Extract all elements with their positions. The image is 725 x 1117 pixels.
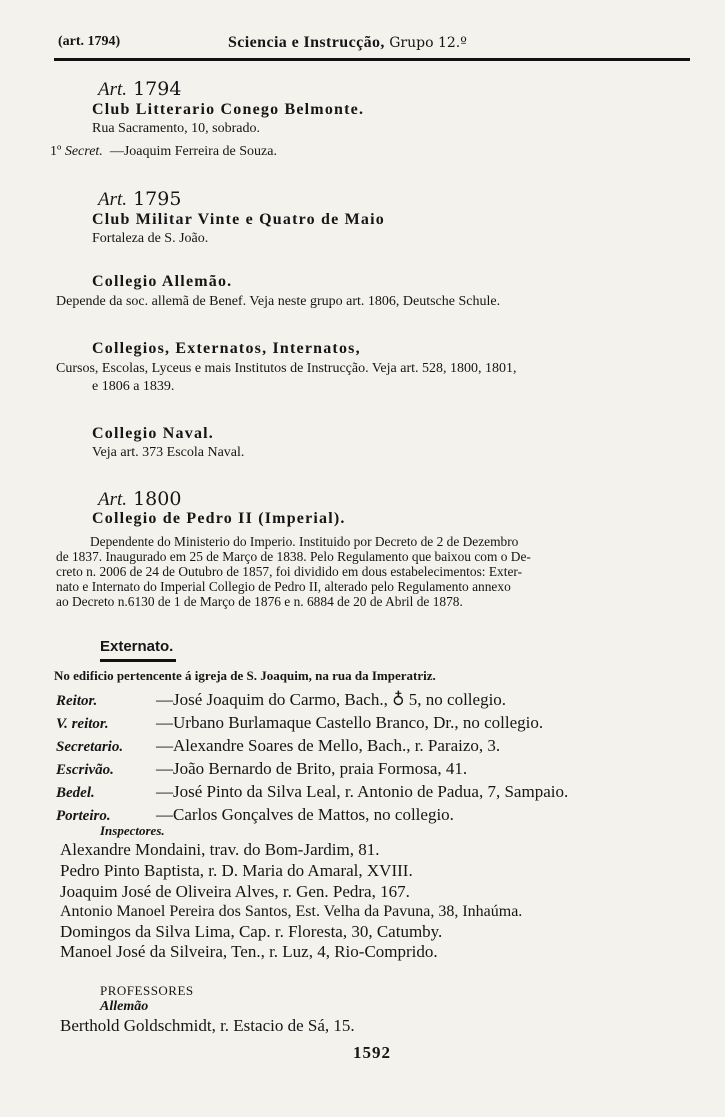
entry-name-club-litterario: Club Litterario Conego Belmonte. xyxy=(92,101,365,118)
description-line: Dependente do Ministerio do Imperio. Instituido por Decreto de 2 de Dezembro xyxy=(90,534,519,549)
entry-text-line1: Cursos, Escolas, Lyceus e mais Institutos de Instrucção. Veja art. 528, 1800, 1801, xyxy=(56,361,517,376)
inspector-line: Antonio Manoel Pereira dos Santos, Est. Velha da Pavuna, 38, Inhaúma. xyxy=(60,903,523,920)
section-rule xyxy=(100,659,176,662)
staff-row xyxy=(56,735,568,758)
entry-text: Depende da soc. allemã de Benef. Veja neste grupo art. 1806, Deutsche Schule. xyxy=(56,294,501,309)
description-line: de 1837. Inaugurado em 25 de Março de 1838. Pelo Regulamento que baixou com o De- xyxy=(56,549,531,564)
article-label: Art. xyxy=(98,189,128,210)
staff-row xyxy=(56,712,568,735)
description-line: nato e Internato do Imperial Collegio de Pedro II, alterado pelo Regulamento annexo xyxy=(56,579,511,594)
entry-description xyxy=(56,534,696,609)
section-title-externato: Externato. xyxy=(100,638,174,655)
article-heading-1800 xyxy=(98,488,181,511)
entry-name-club-militar: Club Militar Vinte e Quatro de Maio xyxy=(92,211,385,228)
staff-value: —João Bernardo de Brito, praia Formosa, 41. xyxy=(156,759,468,778)
staff-list xyxy=(56,689,568,827)
page-number: 1592 xyxy=(353,1043,391,1062)
professores-subject: Allemão xyxy=(100,999,149,1014)
entry-address: Fortaleza de S. João. xyxy=(92,231,209,246)
header-article-ref: (art. 1794) xyxy=(58,34,121,49)
staff-value: —Urbano Burlamaque Castello Branco, Dr., no collegio. xyxy=(156,713,544,732)
entry-name-collegio-naval: Collegio Naval. xyxy=(92,425,214,442)
description-line: creto n. 2006 de 24 de Outubro de 1857, foi dividido em dous estabelecimentos: Exter- xyxy=(56,564,523,579)
inspector-line: Joaquim José de Oliveira Alves, r. Gen. Pedra, 167. xyxy=(60,882,410,901)
inspector-line: Manoel José da Silveira, Ten., r. Luz, 4, Rio-Comprido. xyxy=(60,942,438,961)
description-line: ao Decreto n.6130 de 1 de Março de 1876 e n. 6884 de 20 de Abril de 1878. xyxy=(56,594,463,609)
article-label: Art. xyxy=(98,489,128,510)
staff-value: —Carlos Gonçalves de Mattos, no collegio. xyxy=(156,805,454,824)
staff-role: Secretario. xyxy=(56,739,124,755)
entry-text: Veja art. 373 Escola Naval. xyxy=(92,445,245,460)
article-heading-1795 xyxy=(98,188,181,211)
entry-name-collegio-pedro-ii: Collegio de Pedro II (Imperial). xyxy=(92,510,346,527)
professor-line: Berthold Goldschmidt, r. Estacio de Sá, 15. xyxy=(60,1016,355,1035)
officer-name: —Joaquim Ferreira de Souza. xyxy=(109,144,277,159)
staff-role: Escrivão. xyxy=(56,762,114,778)
entry-name-collegios: Collegios, Externatos, Internatos, xyxy=(92,340,361,357)
staff-row xyxy=(56,689,568,712)
inspector-line: Pedro Pinto Baptista, r. D. Maria do Amaral, XVIII. xyxy=(60,861,413,880)
header-group: Grupo 12.º xyxy=(389,35,467,51)
staff-row xyxy=(56,758,568,781)
header-title: Sciencia e Instrucção, xyxy=(228,34,385,51)
header-title-group xyxy=(228,34,467,52)
staff-row xyxy=(56,781,568,804)
header-rule xyxy=(54,58,690,61)
staff-value: —José Joaquim do Carmo, Bach., ♁ 5, no collegio. xyxy=(156,690,507,709)
article-number: 1794 xyxy=(133,78,182,100)
article-label: Art. xyxy=(98,79,128,100)
staff-role: Porteiro. xyxy=(56,808,111,824)
inspector-line: Alexandre Mondaini, trav. do Bom-Jardim, 81. xyxy=(60,840,380,859)
externato-location: No edificio pertencente á igreja de S. Joaquim, na rua da Imperatriz. xyxy=(54,668,436,683)
staff-role: V. reitor. xyxy=(56,716,109,732)
staff-value: —José Pinto da Silva Leal, r. Antonio de Padua, 7, Sampaio. xyxy=(156,782,569,801)
inspector-line: Domingos da Silva Lima, Cap. r. Floresta, 30, Catumby. xyxy=(60,922,443,941)
entry-address: Rua Sacramento, 10, sobrado. xyxy=(92,121,260,136)
article-number: 1795 xyxy=(133,188,182,210)
running-header xyxy=(58,34,690,56)
staff-role: Bedel. xyxy=(56,785,95,801)
article-number: 1800 xyxy=(133,488,182,510)
entry-officer xyxy=(50,144,277,160)
officer-ordinal: 1º xyxy=(50,144,62,159)
entry-name-collegio-allemao: Collegio Allemão. xyxy=(92,273,233,290)
professores-title: PROFESSORES xyxy=(100,983,194,998)
staff-role: Reitor. xyxy=(56,693,98,709)
article-heading-1794 xyxy=(98,78,181,101)
staff-value: —Alexandre Soares de Mello, Bach., r. Paraizo, 3. xyxy=(156,736,501,755)
entry-text-line2: e 1806 a 1839. xyxy=(92,379,175,394)
officer-role: Secret. xyxy=(64,144,103,159)
inspectores-title: Inspectores. xyxy=(100,823,165,838)
